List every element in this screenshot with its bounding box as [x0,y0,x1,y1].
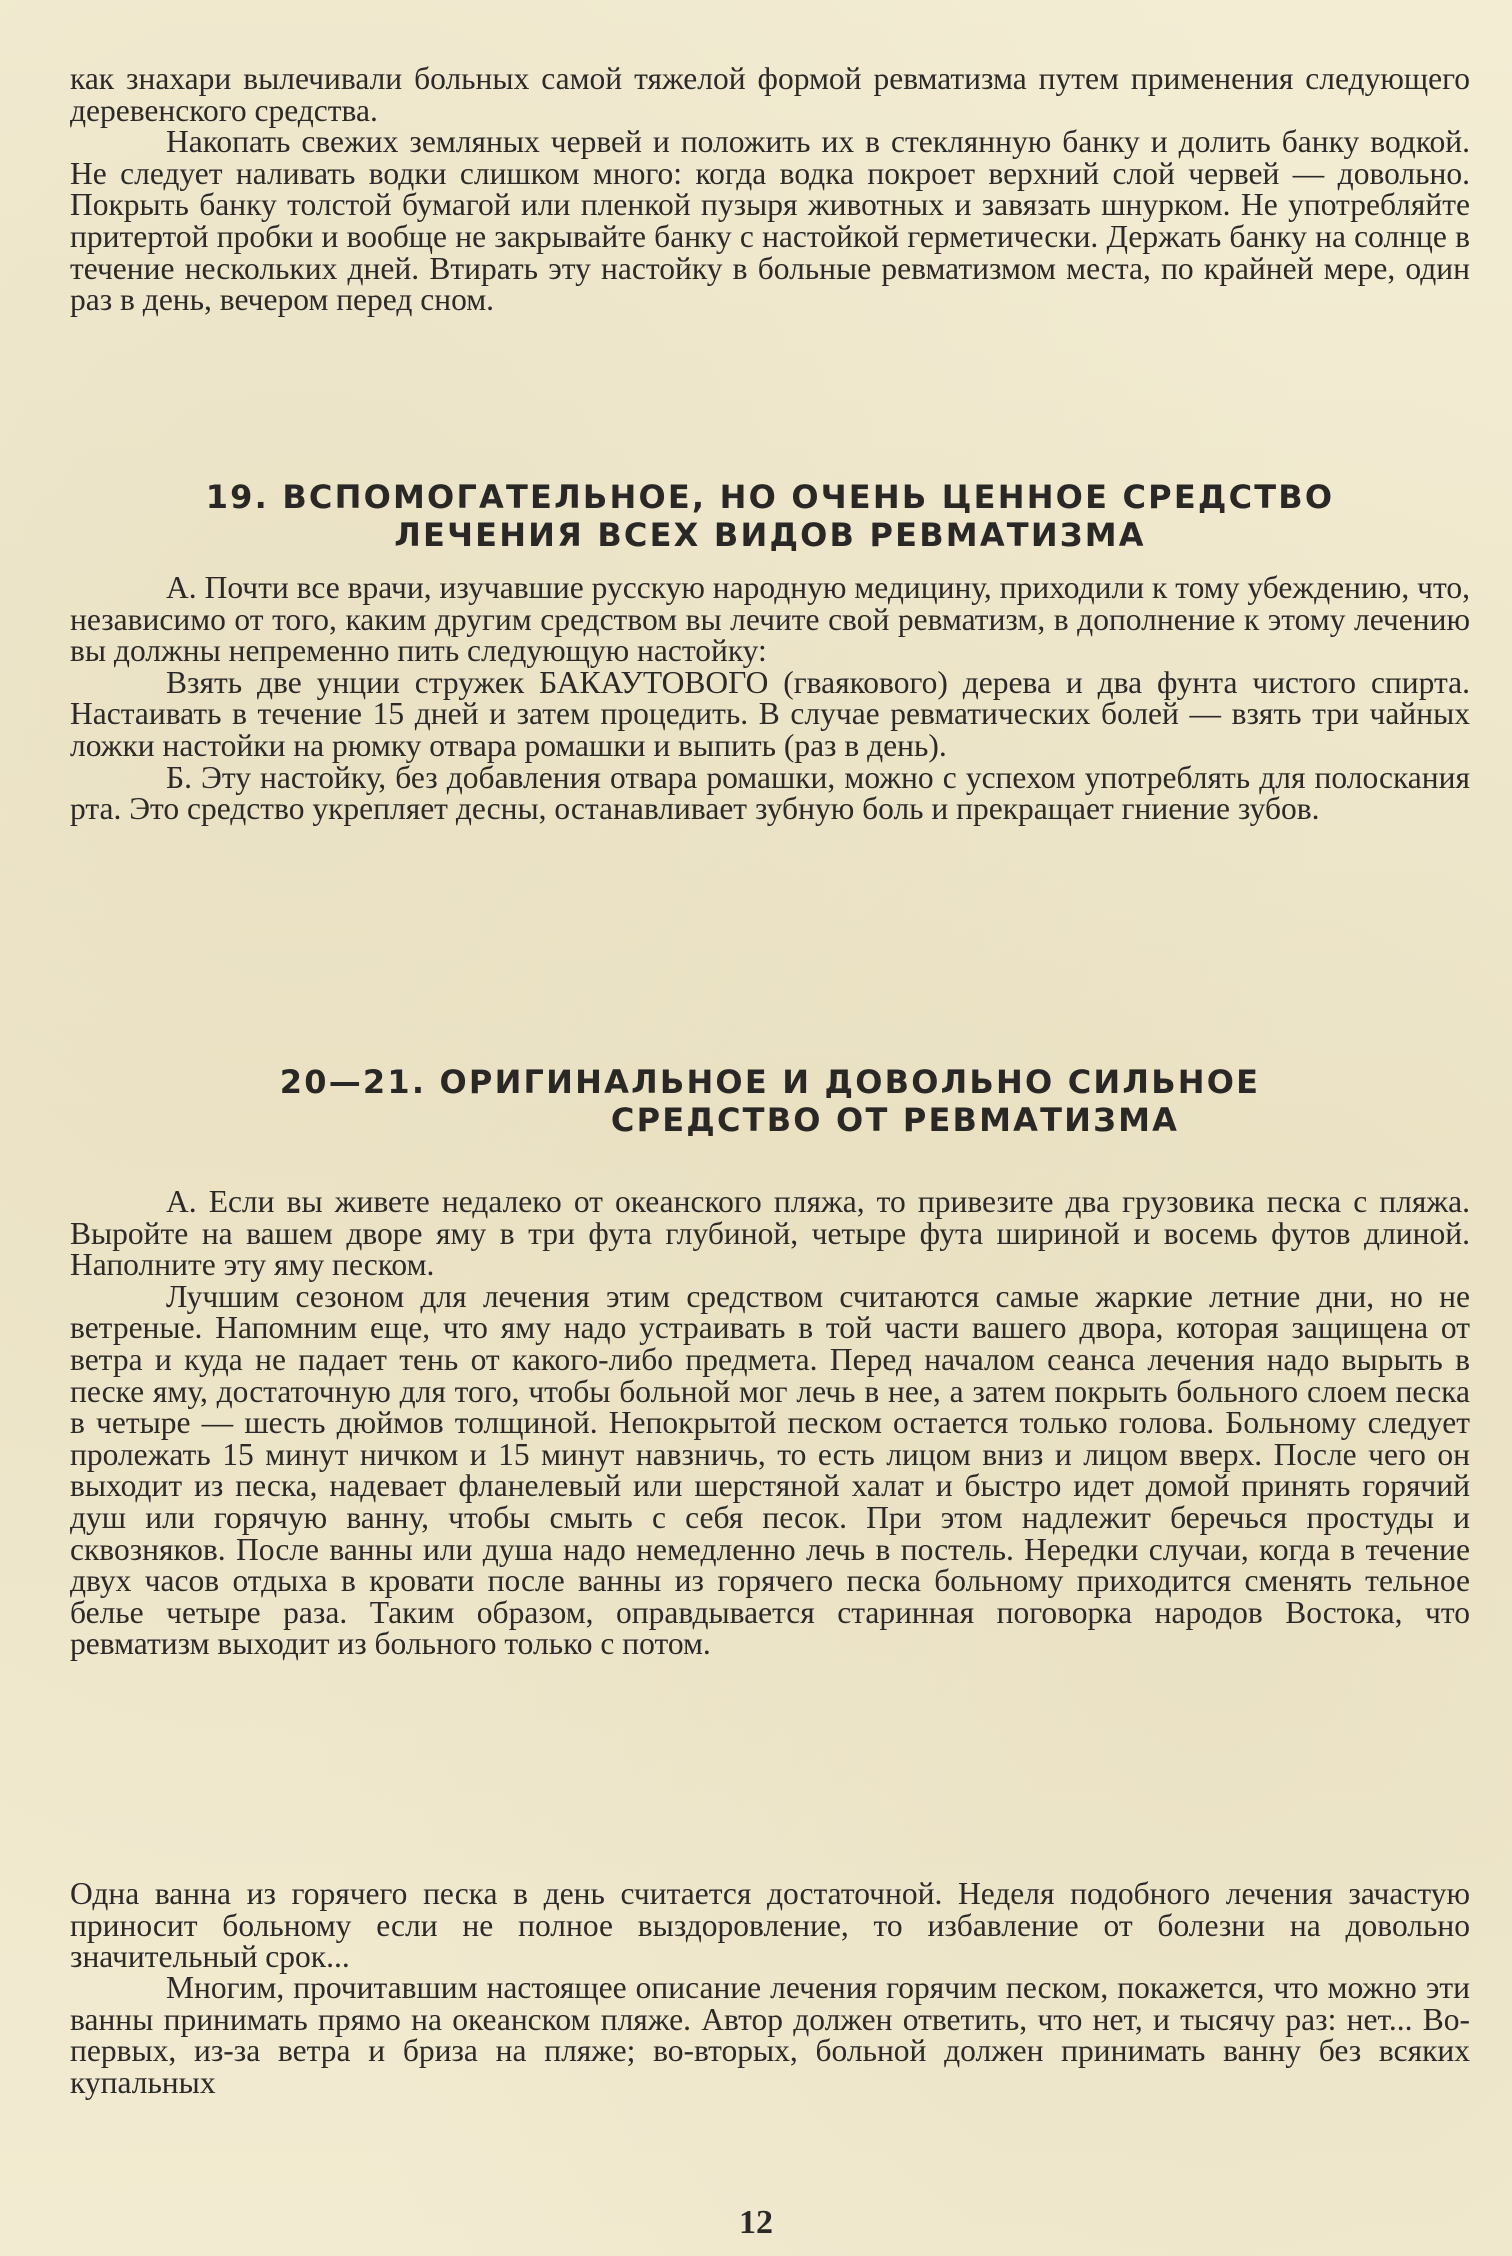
intro-text [70,63,1470,316]
section-20-text-cont [70,1878,1470,1973]
section-19-text [70,572,1470,825]
paragraph: Б. Эту настойку, без добавления отвара ромашки, можно с успехом употреблять для полоскания рта. Это средство укрепляет десны, останавливает зубную боль и прекращает гниение зубов. [70,759,1470,827]
paragraph: Лучшим сезоном для лечения этим средством считаются самые жаркие летние дни, но не ветреные. Напомним еще, что яму надо устраивать в той части вашего двора, которая защищена от ветра и куда не падает тень от какого-либо предмета. Перед началом сеанса лечения надо вырыть в песке яму, достаточную для того, чтобы больной мог лечь в нее, а затем покрыть больного слоем песка в четыре — шесть дюймов толщиной. Непокрытой песком остается только голова. Больному следует пролежать 15 минут ничком и 15 минут навзничь, то есть лицом вниз и лицом вверх. После чего он выходит из песка, надевает фланелевый или шерстяной халат и быстро идет домой принять горячий душ или горячую ванну, чтобы смыть с себя песок. При этом надлежит беречься простуды и сквозняков. После ванны или душа надо немедленно лечь в постель. Нередки случаи, когда в течение двух часов отдыха в кровати после ванны из горячего песка больному приходится сменять тельное белье четыре раза. Таким образом, оправдывается старинная поговорка народов Востока, что ревматизм выходит из больного только с потом. [70,1278,1470,1662]
heading-line: 19. ВСПОМОГАТЕЛЬНОЕ, НО ОЧЕНЬ ЦЕННОЕ СРЕДСТВО [205,478,1335,516]
section-20-heading [70,1063,1470,1139]
paragraph: Многим, прочитавшим настоящее описание лечения горячим песком, покажется, что можно эти ванны принимать прямо на океанском пляже. Автор должен ответить, что нет, и тысячу раз: нет... Во-первых, из-за ветра и бриза на пляже; во-вторых, больной должен принимать ванну без всяких купальных [70,1970,1470,2100]
paragraph: Накопать свежих земляных червей и положить их в стеклянную банку и долить банку водкой. Не следует наливать водки слишком много: когда водка покроет верхний слой червей — довольно. Покрыть банку толстой бумагой или пленкой пузыря животных и завязать шнурком. Не употребляйте притертой пробки и вообще не закрывайте банку с настойкой герметически. Держать банку на солнце в течение нескольких дней. Втирать эту настойку в больные ревматизмом места, по крайней мере, один раз в день, вечером перед сном. [70,124,1470,318]
paragraph: А. Если вы живете недалеко от океанского пляжа, то привезите два грузовика песка с пляжа. Выройте на вашем дворе яму в три фута глубиной, четыре фута шириной и восемь футов длиной. Наполните эту яму песком. [70,1184,1470,1283]
heading-line: СРЕДСТВО ОТ РЕВМАТИЗМА [610,1101,1180,1139]
heading-line: ЛЕЧЕНИЯ ВСЕХ ВИДОВ РЕВМАТИЗМА [394,516,1146,554]
paragraph: Одна ванна из горячего песка в день считается достаточной. Неделя подобного лечения зачастую приносит больному если не полное выздоровление, то избавление от болезни на довольно значительный срок... [70,1876,1470,1975]
section-20-text [70,1186,1470,1660]
section-20-text-end [70,1972,1470,2098]
section-19-heading [70,478,1470,554]
paragraph: А. Почти все врачи, изучавшие русскую народную медицину, приходили к тому убеждению, что, независимо от того, каким другим средством вы лечите свой ревматизм, в дополнение к этому лечению вы должны непременно пить следующую настойку: [70,570,1470,669]
paragraph: как знахари вылечивали больных самой тяжелой формой ревматизма путем применения следующего деревенского средства. [70,61,1470,128]
page-number: 12 [739,2204,773,2241]
heading-line: 20—21. ОРИГИНАЛЬНОЕ И ДОВОЛЬНО СИЛЬНОЕ [279,1063,1261,1101]
paragraph: Взять две унции стружек БАКАУТОВОГО (гваякового) дерева и два фунта чистого спирта. Настаивать в течение 15 дней и затем процедить. В случае ревматических болей — взять три чайных ложки настойки на рюмку отвара ромашки и выпить (раз в день). [70,664,1470,763]
